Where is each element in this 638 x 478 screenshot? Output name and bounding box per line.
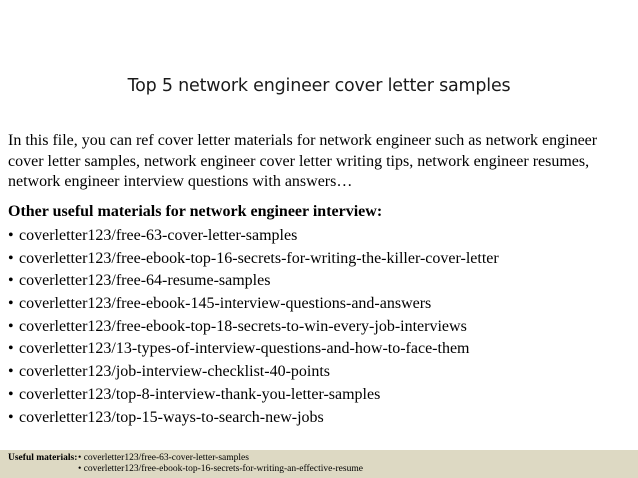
bullet-icon: • bbox=[8, 295, 14, 313]
material-link[interactable]: coverletter123/free-ebook-145-interview-questions-and-answers bbox=[19, 295, 432, 313]
footer-bar bbox=[0, 450, 638, 478]
list-item bbox=[8, 270, 499, 293]
materials-list bbox=[8, 225, 499, 429]
material-link[interactable]: coverletter123/free-ebook-top-18-secrets-to-win-every-job-interviews bbox=[19, 317, 467, 335]
footer-link[interactable]: coverletter123/free-63-cover-letter-samples bbox=[83, 453, 249, 463]
list-item bbox=[8, 293, 499, 316]
list-item bbox=[8, 248, 499, 271]
list-item bbox=[8, 225, 499, 248]
list-item bbox=[8, 316, 499, 339]
intro-line: cover letter samples, network engineer cover letter writing tips, network engineer resumes, bbox=[8, 152, 590, 170]
material-link[interactable]: coverletter123/top-8-interview-thank-you-letter-samples bbox=[19, 385, 381, 403]
bullet-icon: • bbox=[8, 227, 14, 244]
list-item bbox=[78, 453, 363, 464]
page-title: Top 5 network engineer cover letter samples bbox=[127, 76, 511, 96]
bullet-icon: • bbox=[8, 340, 14, 358]
bullet-icon: • bbox=[8, 272, 14, 290]
footer-label: Useful materials: bbox=[8, 453, 78, 463]
material-link[interactable]: coverletter123/free-ebook-top-16-secrets-for-writing-the-killer-cover-letter bbox=[19, 249, 499, 267]
bullet-icon: • bbox=[8, 363, 14, 381]
footer-link[interactable]: coverletter123/free-ebook-top-16-secrets-for-writing-an-effective-resume bbox=[83, 464, 363, 474]
bullet-icon: • bbox=[78, 453, 82, 463]
intro-line: In this file, you can ref cover letter materials for network engineer such as network engineer bbox=[8, 132, 598, 149]
bullet-icon: • bbox=[78, 464, 82, 474]
material-link[interactable]: coverletter123/job-interview-checklist-40-points bbox=[19, 363, 331, 381]
materials-heading: Other useful materials for network engineer interview: bbox=[8, 203, 383, 220]
material-link[interactable]: coverletter123/free-63-cover-letter-samples bbox=[19, 227, 298, 244]
list-item bbox=[78, 464, 363, 475]
footer-list bbox=[78, 453, 363, 475]
list-item bbox=[8, 384, 499, 407]
bullet-icon: • bbox=[8, 385, 14, 403]
material-link[interactable]: coverletter123/free-64-resume-samples bbox=[19, 272, 271, 290]
material-link[interactable]: coverletter123/top-15-ways-to-search-new-jobs bbox=[19, 408, 324, 426]
list-item bbox=[8, 407, 499, 430]
intro-line: network engineer interview questions with answers… bbox=[8, 173, 353, 190]
bullet-icon: • bbox=[8, 249, 14, 267]
list-item bbox=[8, 361, 499, 384]
bullet-icon: • bbox=[8, 317, 14, 335]
list-item bbox=[8, 338, 499, 361]
material-link[interactable]: coverletter123/13-types-of-interview-questions-and-how-to-face-them bbox=[19, 340, 470, 358]
intro-paragraph bbox=[8, 131, 633, 193]
bullet-icon: • bbox=[8, 408, 14, 426]
